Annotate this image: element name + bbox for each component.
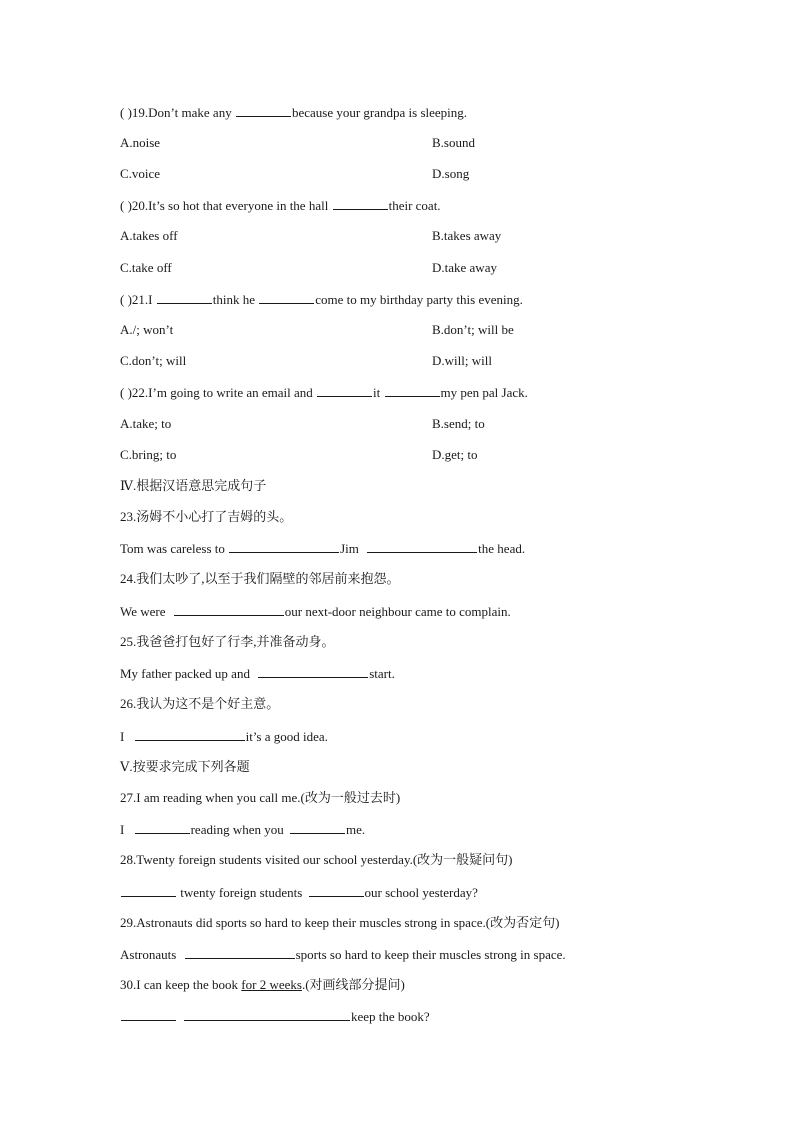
option-b: B.takes away: [432, 228, 502, 243]
option-c: C.don’t; will: [120, 353, 187, 368]
question-text: Don’t make any: [148, 105, 235, 120]
sentence-text: keep the book?: [351, 1009, 430, 1024]
question-27-answer: [120, 821, 365, 838]
answer-blank[interactable]: [367, 540, 477, 553]
sentence-text: My father packed up and: [120, 666, 254, 681]
sentence-text: me.: [345, 822, 366, 837]
question-30-prompt: [120, 977, 405, 993]
question-text: It’s so hot that everyone in the hall: [148, 198, 332, 213]
question-text: come to my birthday party this evening.: [315, 292, 523, 307]
question-29-answer: [120, 946, 566, 963]
question-30-answer: [120, 1008, 430, 1025]
sentence-text: reading when you: [190, 822, 287, 837]
sentence-text: We were: [120, 604, 169, 619]
question-26-answer: [120, 728, 328, 745]
answer-blank[interactable]: [229, 540, 339, 553]
question-28-answer: [120, 884, 478, 901]
option-b: B.don’t; will be: [432, 322, 514, 337]
answer-paren[interactable]: ( ): [120, 292, 132, 307]
sentence-text: our school yesterday?: [364, 885, 478, 900]
question-28-prompt: 28.Twenty foreign students visited our school yesterday.(改为一般疑问句): [120, 852, 513, 867]
sentence-text: I: [120, 822, 128, 837]
option-a: A.noise: [120, 135, 161, 150]
question-text: their coat.: [388, 198, 441, 213]
question-text: because your grandpa is sleeping.: [291, 105, 468, 120]
question-number: 20.: [131, 198, 149, 213]
option-d: D.take away: [432, 260, 497, 275]
option-d: D.song: [432, 166, 470, 181]
answer-blank[interactable]: [135, 728, 245, 741]
question-23-chinese: 23.汤姆不小心打了吉姆的头。: [120, 509, 293, 524]
question-24-answer: [120, 603, 511, 620]
question-text: I’m going to write an email and: [148, 385, 317, 400]
question-29-prompt: 29.Astronauts did sports so hard to keep their muscles strong in space.(改为否定句): [120, 915, 560, 930]
answer-blank[interactable]: [317, 384, 372, 397]
answer-paren[interactable]: ( ): [120, 198, 132, 213]
answer-blank[interactable]: [309, 884, 364, 897]
question-number: 22.: [131, 385, 149, 400]
answer-blank[interactable]: [236, 104, 291, 117]
question-text: I: [148, 292, 156, 307]
sentence-text: 30.I can keep the book: [120, 977, 242, 992]
sentence-text: start.: [369, 666, 395, 681]
sentence-text: .(对画线部分提问): [301, 977, 405, 992]
option-b: B.send; to: [432, 416, 485, 431]
section-heading: Ⅳ.根据汉语意思完成句子: [120, 478, 267, 493]
section-heading: Ⅴ.按要求完成下列各题: [120, 759, 250, 774]
question-26-chinese: 26.我认为这不是个好主意。: [120, 696, 280, 711]
question-22: [120, 384, 528, 401]
answer-blank[interactable]: [259, 291, 314, 304]
answer-blank[interactable]: [290, 821, 345, 834]
question-number: 19.: [131, 105, 149, 120]
question-27-prompt: 27.I am reading when you call me.(改为一般过去时): [120, 790, 401, 805]
option-c: C.take off: [120, 260, 172, 275]
question-20: [120, 197, 441, 214]
question-text: it: [373, 385, 384, 400]
question-text: think he: [212, 292, 259, 307]
answer-blank[interactable]: [174, 603, 284, 616]
underlined-phrase: for 2 weeks: [241, 977, 302, 992]
answer-blank[interactable]: [135, 821, 190, 834]
question-text: my pen pal Jack.: [440, 385, 528, 400]
answer-blank[interactable]: [184, 1008, 350, 1021]
question-21: [120, 291, 523, 308]
question-25-chinese: 25.我爸爸打包好了行李,并准备动身。: [120, 634, 335, 649]
question-number: 21.: [131, 292, 149, 307]
answer-paren[interactable]: ( ): [120, 385, 132, 400]
answer-blank[interactable]: [157, 291, 212, 304]
sentence-text: twenty foreign students: [177, 885, 306, 900]
sentence-text: it’s a good idea.: [245, 729, 328, 744]
answer-blank[interactable]: [185, 946, 295, 959]
answer-blank[interactable]: [333, 197, 388, 210]
sentence-text: sports so hard to keep their muscles strong in space.: [295, 947, 566, 962]
option-a: A.takes off: [120, 228, 178, 243]
question-25-answer: [120, 665, 395, 682]
option-c: C.voice: [120, 166, 161, 181]
option-c: C.bring; to: [120, 447, 177, 462]
sentence-text: Astronauts: [120, 947, 180, 962]
answer-paren[interactable]: ( ): [120, 105, 132, 120]
sentence-text: our next-door neighbour came to complain.: [284, 604, 511, 619]
question-23-answer: [120, 540, 525, 557]
sentence-text: Jim: [340, 541, 363, 556]
option-a: A.take; to: [120, 416, 172, 431]
answer-blank[interactable]: [121, 884, 176, 897]
option-d: D.get; to: [432, 447, 478, 462]
option-a: A./; won’t: [120, 322, 174, 337]
answer-blank[interactable]: [385, 384, 440, 397]
sentence-text: I: [120, 729, 128, 744]
question-19: [120, 104, 467, 121]
answer-blank[interactable]: [258, 665, 368, 678]
option-d: D.will; will: [432, 353, 492, 368]
sentence-text: Tom was careless to: [120, 541, 229, 556]
sentence-text: the head.: [478, 541, 526, 556]
answer-blank[interactable]: [121, 1008, 176, 1021]
option-b: B.sound: [432, 135, 475, 150]
question-24-chinese: 24.我们太吵了,以至于我们隔壁的邻居前来抱怨。: [120, 571, 400, 586]
